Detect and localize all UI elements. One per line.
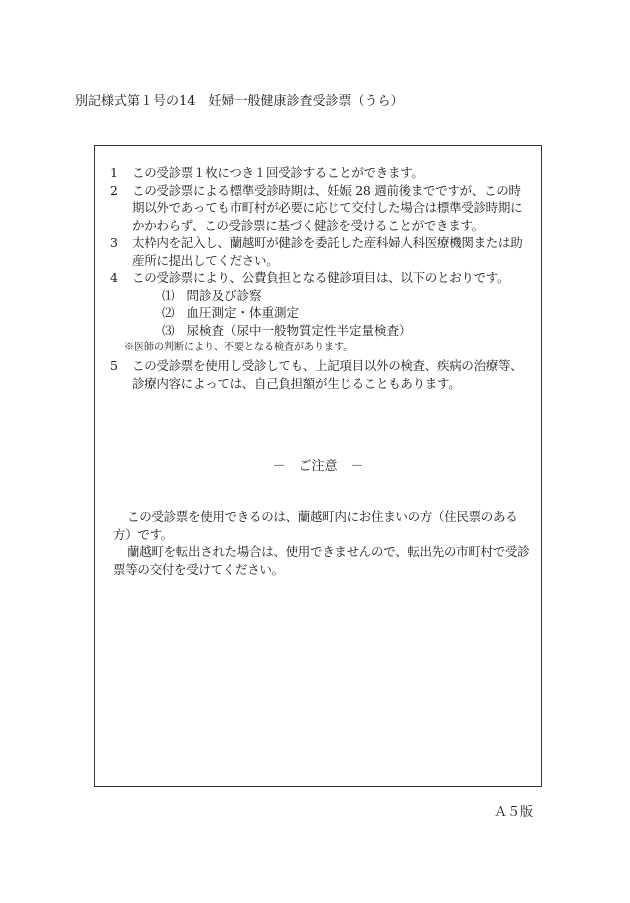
sub-item-2: [162, 304, 530, 322]
item-number: 1: [110, 165, 118, 180]
instruction-item-4: [110, 269, 530, 339]
sub-item-number: ⑶: [162, 322, 175, 338]
item-number: 4: [110, 270, 118, 285]
sub-item-text: 尿検査（尿中一般物質定性半定量検査）: [186, 322, 412, 338]
item-number: 2: [110, 182, 118, 198]
paper-size-label: Ａ５版: [493, 805, 533, 820]
item-text: 太枠内を記入し、蘭越町が健診を委託した産科婦人科医療機関または助産所に提出してください。: [132, 235, 523, 268]
instruction-item-2: [110, 182, 530, 235]
instruction-item-1: [110, 164, 530, 182]
instruction-item-3: [110, 234, 530, 269]
item-text: この受診票を使用し受診しても、上記項目以外の検査、疾病の治療等、診療内容によっては、自己負担額が生じることもあります。: [132, 358, 523, 391]
page-title: 別記様式第１号の14 妊婦一般健康診査受診票（うら）: [75, 94, 404, 109]
doctor-judgment-note: ※医師の判断により、不要となる検査があります。: [124, 342, 354, 353]
item-text: この受診票による標準受診時期は、妊娠 28 週前後までですが、この時期以外であっても市町村が必要に応じて交付した場合は標準受診時期にかかわらず、この受診票に基づく健診を受けることができます。: [132, 182, 523, 233]
checkup-items-list: [162, 287, 530, 340]
instruction-list: [110, 164, 530, 392]
instruction-item-5: [110, 357, 530, 392]
item-number: 5: [110, 358, 118, 373]
caution-body: [113, 508, 531, 578]
caution-heading: － ご注意 －: [272, 459, 364, 474]
item-text: この受診票により、公費負担となる健診項目は、以下のとおりです。: [132, 270, 510, 285]
sub-item-text: 問診及び診察: [186, 287, 262, 303]
item-number: 3: [110, 235, 118, 250]
sub-item-1: [162, 287, 530, 305]
sub-item-number: ⑵: [162, 305, 175, 320]
item-text: この受診票１枚につき１回受診することができます。: [132, 165, 424, 180]
sub-item-3: [162, 322, 530, 340]
sub-item-text: 血圧測定・体重測定: [186, 305, 300, 320]
caution-paragraph: 蘭越町を転出された場合は、使用できませんので、転出先の市町村で受診票等の交付を受けてください。: [113, 544, 530, 577]
caution-paragraph: この受診票を使用できるのは、蘭越町内にお住まいの方（住民票のある方）です。: [113, 509, 518, 542]
sub-item-number: ⑴: [162, 287, 175, 303]
